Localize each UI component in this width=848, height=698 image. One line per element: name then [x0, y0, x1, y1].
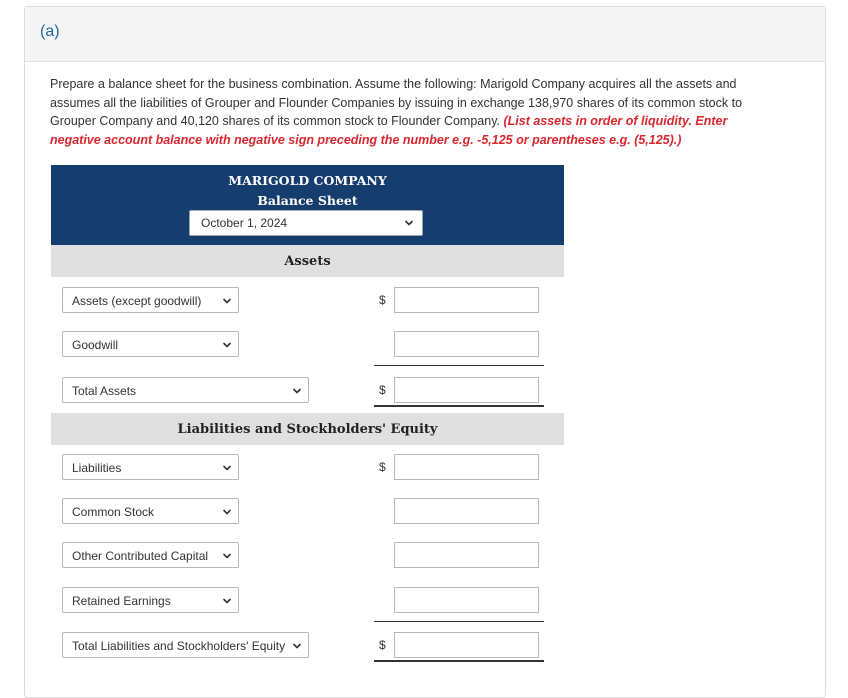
double-underline: [374, 405, 544, 407]
dollar-sign: $: [379, 383, 386, 397]
common-stock-dropdown[interactable]: [62, 498, 239, 524]
subtotal-rule: [374, 621, 544, 622]
chevron-down-icon: [222, 551, 232, 561]
dollar-sign: $: [379, 638, 386, 652]
common-stock-amount-input[interactable]: [394, 498, 539, 524]
dollar-sign: $: [379, 460, 386, 474]
chevron-down-icon: [222, 296, 232, 306]
date-dropdown[interactable]: [189, 210, 423, 236]
chevron-down-icon: [222, 463, 232, 473]
chevron-down-icon: [222, 340, 232, 350]
chevron-down-icon: [404, 218, 414, 228]
dropdown-label: Common Stock: [72, 505, 155, 519]
retained-earnings-dropdown[interactable]: [62, 587, 239, 613]
goodwill-amount-input[interactable]: [394, 331, 539, 357]
total-liabilities-equity-amount-input[interactable]: [394, 632, 539, 658]
dropdown-label: Assets (except goodwill): [72, 294, 202, 308]
retained-earnings-amount-input[interactable]: [394, 587, 539, 613]
double-underline: [374, 660, 544, 662]
dropdown-label: Total Assets: [72, 384, 137, 398]
liabilities-equity-section-bar: [51, 413, 564, 445]
instructions-text: Prepare a balance sheet for the business combination. Assume the following: Marigold Company acquires all the assets and assumes all the liabilities of Grouper and Flounder Companies by issuing in exchange 138,970 shares of its common stock to Grouper Company and 40,120 shares of its common stock to Flounder Company.: [50, 77, 743, 129]
assets-except-goodwill-dropdown[interactable]: [62, 287, 239, 313]
other-contributed-capital-dropdown[interactable]: [62, 542, 239, 568]
dollar-sign: $: [379, 293, 386, 307]
assets-except-goodwill-amount-input[interactable]: [394, 287, 539, 313]
other-contributed-capital-amount-input[interactable]: [394, 542, 539, 568]
goodwill-dropdown[interactable]: [62, 331, 239, 357]
dropdown-label: Goodwill: [72, 338, 119, 352]
dropdown-label: Retained Earnings: [72, 594, 171, 608]
liabilities-amount-input[interactable]: [394, 454, 539, 480]
chevron-down-icon: [292, 386, 302, 396]
total-liabilities-equity-dropdown[interactable]: [62, 632, 309, 658]
dropdown-label: Other Contributed Capital: [72, 549, 209, 563]
assets-section-bar: [51, 245, 564, 277]
instructions-note: (List assets in order of liquidity. Enter negative account balance with negative sign preceding the number e.g. -5,125 or parentheses e.g. (5,125).): [50, 114, 728, 147]
liabilities-dropdown[interactable]: [62, 454, 239, 480]
subtotal-rule: [374, 365, 544, 366]
dropdown-label: Total Liabilities and Stockholders' Equity: [72, 639, 286, 653]
liabilities-equity-heading: Liabilities and Stockholders' Equity: [177, 422, 438, 437]
statement-title: Balance Sheet: [257, 193, 358, 208]
assets-heading: Assets: [284, 254, 331, 269]
instructions: [50, 75, 780, 149]
part-label: (a): [40, 23, 60, 40]
company-name: MARIGOLD COMPANY: [228, 173, 387, 188]
chevron-down-icon: [222, 507, 232, 517]
card-header: [25, 7, 825, 62]
chevron-down-icon: [222, 596, 232, 606]
balance-sheet-header: [51, 165, 564, 245]
total-assets-amount-input[interactable]: [394, 377, 539, 403]
total-assets-dropdown[interactable]: [62, 377, 309, 403]
dropdown-label: Liabilities: [72, 461, 122, 475]
chevron-down-icon: [292, 641, 302, 651]
date-dropdown-value: October 1, 2024: [201, 216, 288, 230]
